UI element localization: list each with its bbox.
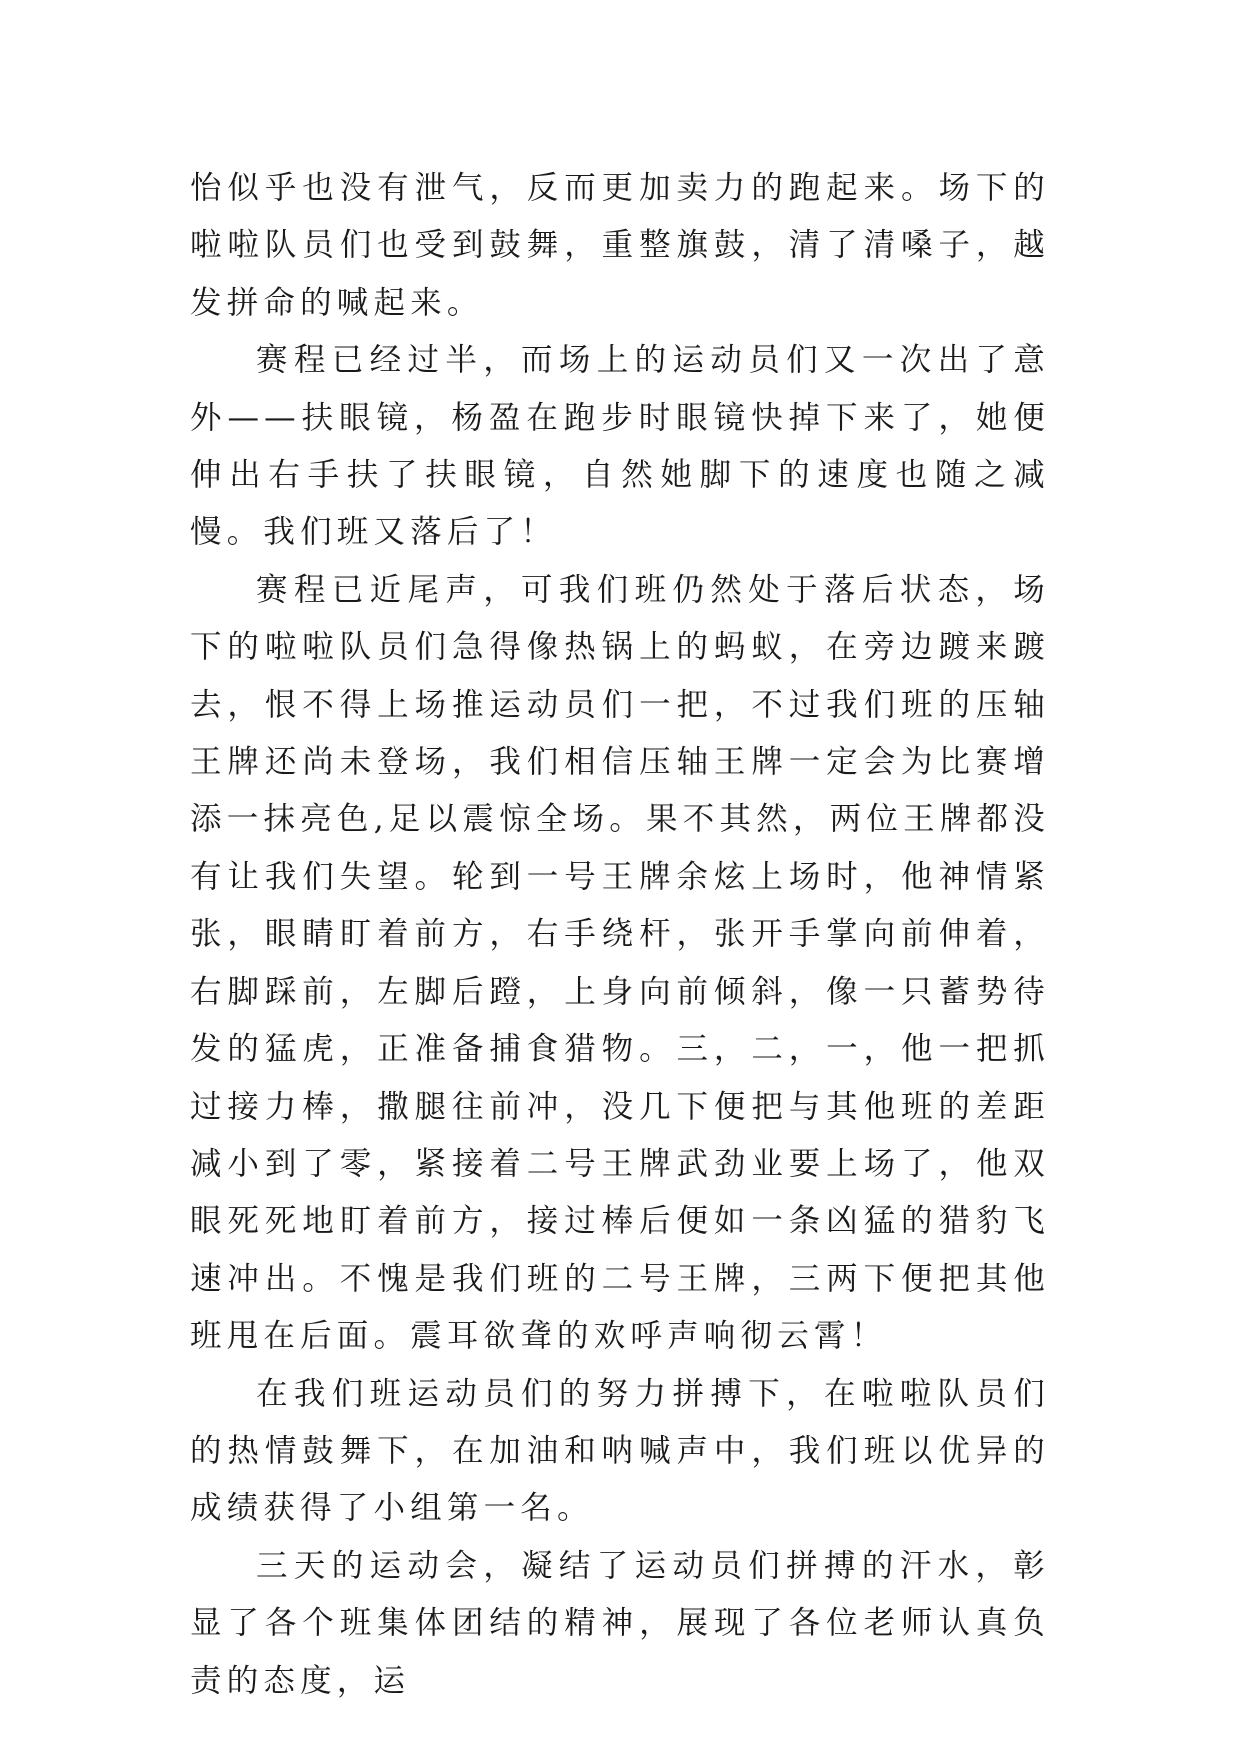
paragraph-conclusion: 三天的运动会，凝结了运动员们拼搏的汗水，彰显了各个班集体团结的精神，展现了各位老师认真负责的态度，运 xyxy=(190,1547,1050,1699)
paragraph-mishap: 赛程已经过半，而场上的运动员们又一次出了意外——扶眼镜，杨盈在跑步时眼镜快掉下来了，她便伸出右手扶了扶眼镜，自然她脚下的速度也随之减慢。我们班又落后了！ xyxy=(190,342,1050,551)
paragraph-continuation: 怡似乎也没有泄气，反而更加卖力的跑起来。场下的啦啦队员们也受到鼓舞，重整旗鼓，清了清嗓子，越发拼命的喊起来。 xyxy=(190,170,1050,321)
body-text xyxy=(190,160,1050,1710)
paragraph-result: 在我们班运动员们的努力拼搏下，在啦啦队员们的热情鼓舞下，在加油和呐喊声中，我们班以优异的成绩获得了小组第一名。 xyxy=(190,1375,1050,1527)
paragraph-ace-runners: 赛程已近尾声，可我们班仍然处于落后状态，场下的啦啦队员们急得像热锅上的蚂蚁，在旁边踱来踱去，恨不得上场推运动员们一把，不过我们班的压轴王牌还尚未登场，我们相信压轴王牌一定会为比赛增添一抹亮色,足以震惊全场。果不其然，两位王牌都没有让我们失望。轮到一号王牌余炫上场时，他神情紧张，眼睛盯着前方，右手绕杆，张开手掌向前伸着，右脚踩前，左脚后蹬，上身向前倾斜，像一只蓄势待发的猛虎，正准备捕食猎物。三，二，一，他一把抓过接力棒，撒腿往前冲，没几下便把与其他班的差距减小到了零，紧接着二号王牌武劲业要上场了，他双眼死死地盯着前方，接过棒后便如一条凶猛的猎豹飞速冲出。不愧是我们班的二号王牌，三两下便把其他班甩在后面。震耳欲聋的欢呼声响彻云霄！ xyxy=(190,571,1050,1355)
